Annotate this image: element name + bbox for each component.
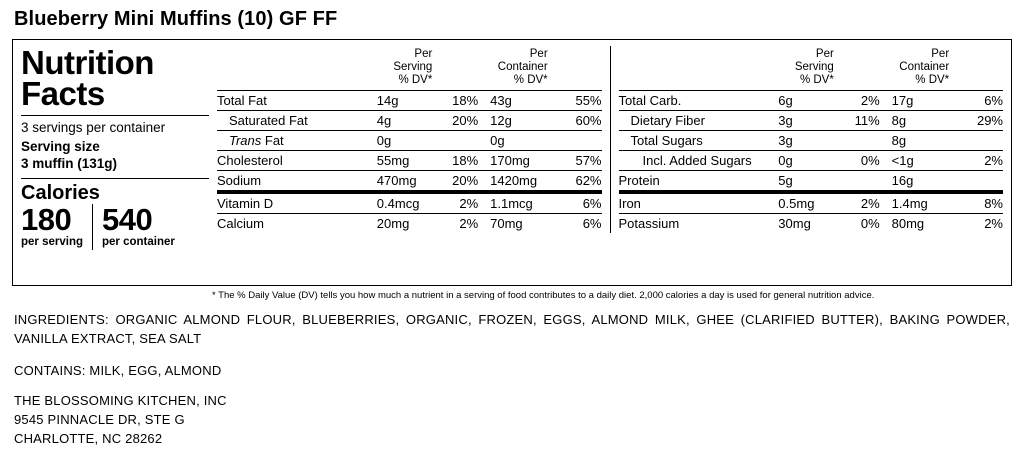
per-serving-dv: 20% xyxy=(432,110,486,130)
nutrient-column-left xyxy=(217,46,602,233)
nutrient-column-right xyxy=(610,46,1004,233)
per-serving-amount: 5g xyxy=(772,170,834,192)
per-container-amount: <1g xyxy=(888,150,950,170)
nutrient-name: Vitamin D xyxy=(217,192,371,214)
per-serving-dv xyxy=(432,130,486,150)
nutrient-name: Total Carb. xyxy=(619,90,773,110)
nutrient-name: Sodium xyxy=(217,170,371,192)
nutrient-name: Total Sugars xyxy=(619,130,773,150)
nutrient-table-left-header xyxy=(217,46,602,90)
table-row xyxy=(217,192,602,214)
per-container-amount: 1.1mcg xyxy=(486,192,548,214)
nutrient-table-left-body xyxy=(217,46,602,233)
table-row xyxy=(619,192,1004,214)
servings-per-container: 3 servings per container xyxy=(21,120,166,136)
nutrient-name: Saturated Fat xyxy=(217,110,371,130)
calories-per-container-caption: per container xyxy=(102,236,175,248)
nutrition-facts-heading-line1: Nutrition xyxy=(21,44,154,81)
nutrient-table-right-body xyxy=(619,46,1004,233)
header-per-container-left xyxy=(486,46,548,90)
header-per-container-right-line1: Per Container xyxy=(899,48,950,74)
page-title: Blueberry Mini Muffins (10) GF FF xyxy=(14,8,338,30)
per-container-dv: 2% xyxy=(949,213,1003,233)
per-serving-amount: 30mg xyxy=(772,213,834,233)
nutrient-name: Iron xyxy=(619,192,773,214)
serving-size-value: 3 muffin (131g) xyxy=(21,156,118,172)
header-per-serving-right-line2: % DV* xyxy=(799,74,834,87)
header-left-dv-spacer xyxy=(432,46,486,90)
calories-per-serving-value: 180 xyxy=(21,202,72,237)
nutrient-name: Trans Fat xyxy=(217,130,371,150)
per-container-dv: 6% xyxy=(548,192,602,214)
per-container-amount: 70mg xyxy=(486,213,548,233)
calories-per-container-block xyxy=(92,204,175,250)
header-per-serving-right-line1: Per Serving xyxy=(794,48,834,74)
header-per-serving-right xyxy=(772,46,834,90)
nutrient-name: Total Fat xyxy=(217,90,371,110)
address-line-3: CHARLOTTE, NC 28262 xyxy=(14,430,163,446)
nutrition-facts-heading-line2: Facts xyxy=(21,74,105,112)
per-container-amount: 80mg xyxy=(888,213,950,233)
header-per-container-left-line1: Per Container xyxy=(497,48,548,74)
nutrient-table-right xyxy=(619,46,1004,233)
nutrient-name: Incl. Added Sugars xyxy=(619,150,773,170)
header-per-serving-left-line2: % DV* xyxy=(398,74,433,87)
label-page xyxy=(0,8,1024,449)
table-row xyxy=(619,90,1004,110)
table-row xyxy=(619,170,1004,192)
per-container-dv: 60% xyxy=(548,110,602,130)
calories-per-serving-block xyxy=(21,204,83,250)
table-row xyxy=(217,213,602,233)
per-container-amount: 8g xyxy=(888,110,950,130)
nutrition-summary-column xyxy=(21,46,217,250)
per-container-dv: 57% xyxy=(548,150,602,170)
nutrient-name: Cholesterol xyxy=(217,150,371,170)
per-serving-dv: 18% xyxy=(432,150,486,170)
header-spacer xyxy=(217,46,371,90)
nutrient-name: Calcium xyxy=(217,213,371,233)
daily-value-footnote: * The % Daily Value (DV) tells you how much a nutrient in a serving of food contributes to a daily diet. 2,000 calories a day is used for general nutrition advice. xyxy=(212,290,875,301)
nutrient-table-right-header xyxy=(619,46,1004,90)
table-row xyxy=(619,110,1004,130)
per-serving-amount: 6g xyxy=(772,90,834,110)
ingredients-text: INGREDIENTS: ORGANIC ALMOND FLOUR, BLUEBERRIES, ORGANIC, FROZEN, EGGS, ALMOND MILK, GHEE (CLARIFIED BUTTER), BAKING POWDER, VANILLA EXTRACT, SEA SALT xyxy=(14,312,1010,347)
calories-per-serving-caption: per serving xyxy=(21,236,83,248)
nutrient-name: Dietary Fiber xyxy=(619,110,773,130)
header-per-container-left-line2: % DV* xyxy=(513,74,548,87)
per-container-dv: 29% xyxy=(949,110,1003,130)
address-line-2: 9545 PINNACLE DR, STE G xyxy=(14,411,185,427)
table-row xyxy=(217,150,602,170)
per-container-amount: 16g xyxy=(888,170,950,192)
divider-under-serving-size xyxy=(21,178,209,179)
per-container-dv: 6% xyxy=(548,213,602,233)
table-row xyxy=(217,130,602,150)
per-container-amount: 0g xyxy=(486,130,548,150)
per-serving-amount: 55mg xyxy=(371,150,433,170)
per-serving-dv: 2% xyxy=(834,90,888,110)
per-serving-dv: 0% xyxy=(834,213,888,233)
serving-size-label: Serving size xyxy=(21,139,100,155)
per-serving-dv: 0% xyxy=(834,150,888,170)
manufacturer-address xyxy=(14,392,1010,449)
table-row xyxy=(619,213,1004,233)
per-serving-amount: 0g xyxy=(772,150,834,170)
nutrition-facts-panel xyxy=(12,39,1012,286)
per-serving-amount: 3g xyxy=(772,110,834,130)
header-right-dv2-spacer xyxy=(949,46,1003,90)
per-serving-amount: 0.4mcg xyxy=(371,192,433,214)
per-serving-amount: 3g xyxy=(772,130,834,150)
per-serving-dv: 2% xyxy=(432,192,486,214)
table-row xyxy=(217,90,602,110)
table-row xyxy=(619,150,1004,170)
per-serving-dv: 2% xyxy=(834,192,888,214)
per-container-amount: 1420mg xyxy=(486,170,548,192)
table-row xyxy=(217,170,602,192)
per-container-dv: 2% xyxy=(949,150,1003,170)
per-container-amount: 8g xyxy=(888,130,950,150)
per-container-dv xyxy=(949,170,1003,192)
per-serving-dv xyxy=(834,130,888,150)
nutrient-name: Protein xyxy=(619,170,773,192)
per-serving-dv: 20% xyxy=(432,170,486,192)
per-serving-amount: 0.5mg xyxy=(772,192,834,214)
header-right-dv-spacer xyxy=(834,46,888,90)
header-per-container-right-line2: % DV* xyxy=(915,74,950,87)
calories-per-container-value: 540 xyxy=(102,202,153,237)
nutrition-facts-heading xyxy=(21,44,209,112)
per-container-amount: 43g xyxy=(486,90,548,110)
calories-label: Calories xyxy=(21,182,100,204)
table-row xyxy=(217,110,602,130)
per-serving-amount: 4g xyxy=(371,110,433,130)
table-row xyxy=(619,130,1004,150)
per-container-dv: 6% xyxy=(949,90,1003,110)
per-serving-amount: 0g xyxy=(371,130,433,150)
per-serving-amount: 20mg xyxy=(371,213,433,233)
per-serving-amount: 470mg xyxy=(371,170,433,192)
per-container-amount: 17g xyxy=(888,90,950,110)
per-serving-dv: 18% xyxy=(432,90,486,110)
contains-allergens-text: CONTAINS: MILK, EGG, ALMOND xyxy=(14,363,222,379)
per-container-dv: 8% xyxy=(949,192,1003,214)
nutrient-table-left xyxy=(217,46,602,233)
header-per-container-right xyxy=(888,46,950,90)
nutrient-columns xyxy=(217,46,1003,281)
address-line-1: THE BLOSSOMING KITCHEN, INC xyxy=(14,393,227,409)
nutrient-name: Potassium xyxy=(619,213,773,233)
per-container-amount: 170mg xyxy=(486,150,548,170)
per-container-amount: 1.4mg xyxy=(888,192,950,214)
per-container-dv xyxy=(949,130,1003,150)
header-left-dv2-spacer xyxy=(548,46,602,90)
header-per-serving-left xyxy=(371,46,433,90)
per-container-amount: 12g xyxy=(486,110,548,130)
per-container-dv xyxy=(548,130,602,150)
per-container-dv: 55% xyxy=(548,90,602,110)
per-serving-dv: 11% xyxy=(834,110,888,130)
per-serving-dv xyxy=(834,170,888,192)
per-serving-amount: 14g xyxy=(371,90,433,110)
per-serving-dv: 2% xyxy=(432,213,486,233)
calories-values-row xyxy=(21,204,209,250)
header-spacer-right xyxy=(619,46,773,90)
per-container-dv: 62% xyxy=(548,170,602,192)
divider-under-heading xyxy=(21,115,209,116)
header-per-serving-left-line1: Per Serving xyxy=(393,48,433,74)
